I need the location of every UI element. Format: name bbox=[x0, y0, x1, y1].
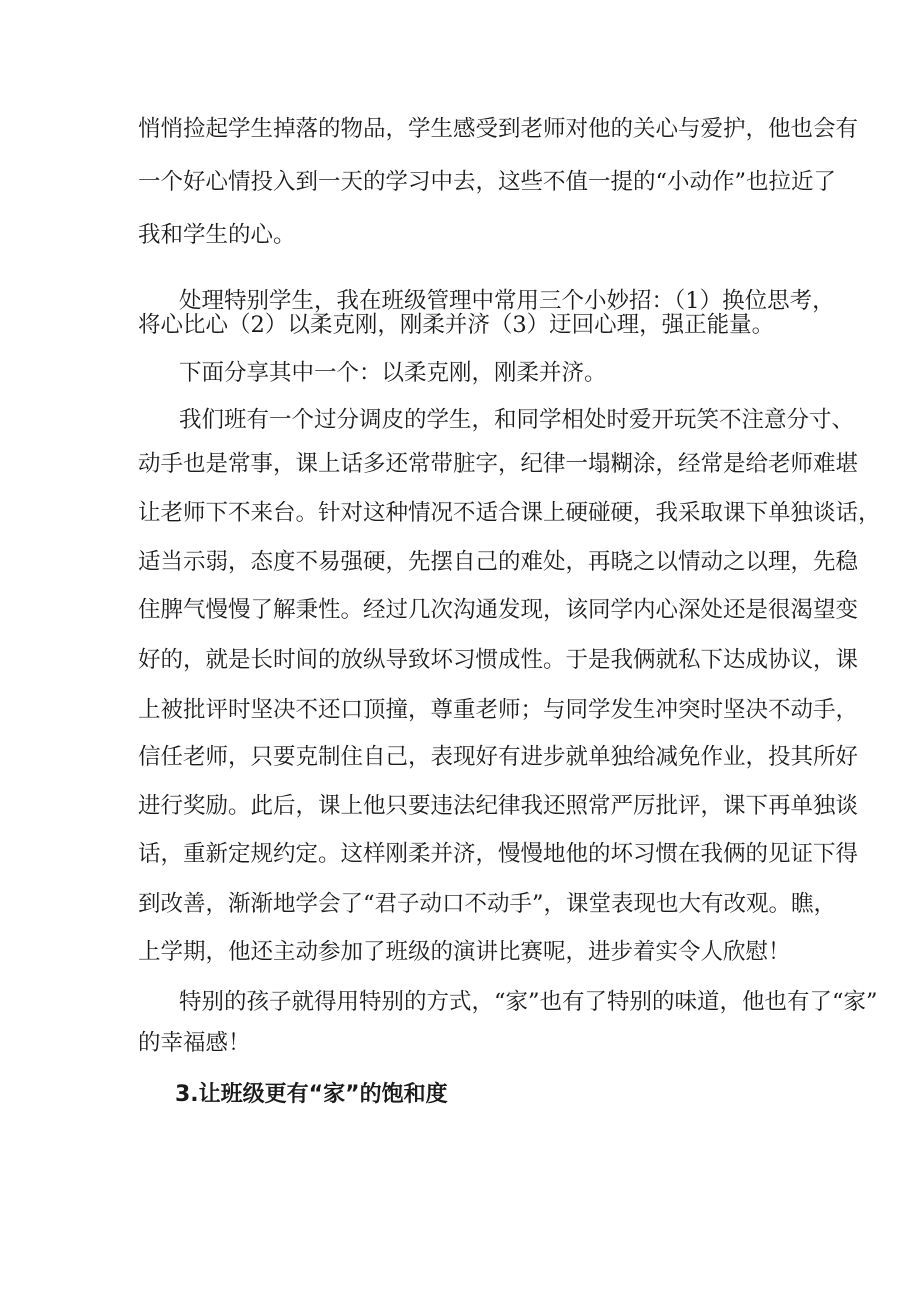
paragraph-4-line-4: 适当示弱，态度不易强硬，先摆自己的难处，再晓之以情动之以理，先稳 bbox=[138, 549, 859, 575]
paragraph-4-line-1: 我们班有一个过分调皮的学生，和同学相处时爱开玩笑不注意分寸、 bbox=[179, 407, 855, 433]
paragraph-4-line-3: 让老师下不来台。针对这种情况不适合课上硬碰硬，我采取课下单独谈话， bbox=[138, 500, 881, 526]
paragraph-4-line-8: 信任老师，只要克制住自己，表现好有进步就单独给减免作业，投其所好 bbox=[138, 744, 859, 770]
paragraph-1-line-1: 悄悄捡起学生掉落的物品，学生感受到老师对他的关心与爱护，他也会有 bbox=[138, 116, 859, 142]
paragraph-4-line-6: 好的，就是长时间的放纵导致坏习惯成性。于是我俩就私下达成协议，课 bbox=[138, 647, 859, 673]
section-heading: 3.让班级更有“家”的饱和度 bbox=[175, 1082, 448, 1107]
paragraph-5-line-2: 的幸福感！ bbox=[138, 1030, 251, 1056]
paragraph-3-line-1: 下面分享其中一个：以柔克刚，刚柔并济。 bbox=[179, 360, 607, 386]
paragraph-4-line-5: 住脾气慢慢了解秉性。经过几次沟通发现，该同学内心深处还是很渴望变 bbox=[138, 597, 859, 623]
paragraph-2-line-1: 处理特别学生，我在班级管理中常用三个小妙招：（1）换位思考， bbox=[179, 288, 835, 314]
paragraph-4-line-11: 到改善，渐渐地学会了“君子动口不动手”，课堂表现也大有改观。瞧， bbox=[138, 891, 837, 917]
paragraph-1-line-3: 我和学生的心。 bbox=[138, 222, 296, 248]
paragraph-4-line-9: 进行奖励。此后，课上他只要违法纪律我还照常严厉批评，课下再单独谈 bbox=[138, 793, 859, 819]
paragraph-4-line-7: 上被批评时坚决不还口顶撞，尊重老师；与同学发生冲突时坚决不动手， bbox=[138, 697, 859, 723]
paragraph-4-line-12: 上学期，他还主动参加了班级的演讲比赛呢，进步着实令人欣慰！ bbox=[138, 939, 791, 965]
paragraph-4-line-2: 动手也是常事，课上话多还常带脏字，纪律一塌糊涂，经常是给老师难堪 bbox=[138, 451, 859, 477]
paragraph-4-line-10: 话，重新定规约定。这样刚柔并济，慢慢地他的坏习惯在我俩的见证下得 bbox=[138, 841, 859, 867]
paragraph-1-line-2: 一个好心情投入到一天的学习中去，这些不值一提的“小动作”也拉近了 bbox=[138, 169, 837, 195]
paragraph-2-line-2: 将心比心（2）以柔克刚，刚柔并济（3）迂回心理，强正能量。 bbox=[138, 312, 775, 338]
paragraph-5-line-1: 特别的孩子就得用特别的方式，“家”也有了特别的味道，他也有了“家” bbox=[179, 989, 878, 1015]
